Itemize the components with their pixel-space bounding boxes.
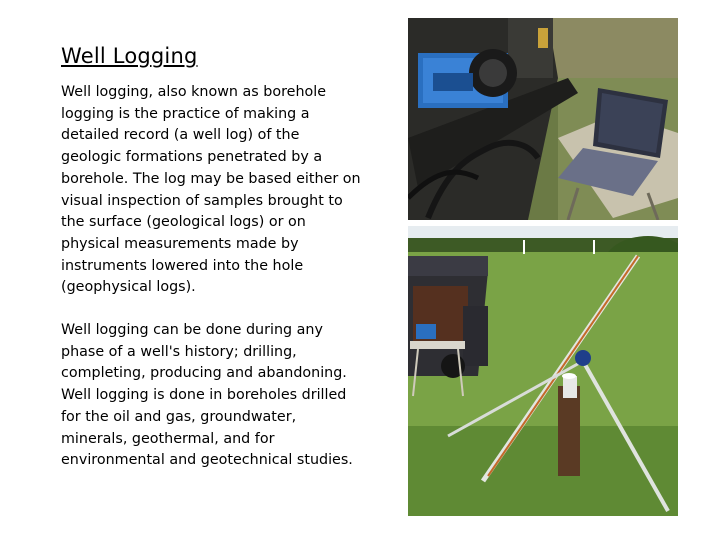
- paragraph-applications: Well logging can be done during any phase of a well's history; drilling, completing, producing and abandoning. Well logging is done in boreholes drilled for the oil and gas, groundwater, minerals, geothermal, and for environmental and geotechnical studies.: [61, 322, 353, 469]
- paragraph-definition: Well logging, also known as borehole logging is the practice of making a detailed record (a well log) of the geologic formations penetrated by a borehole. The log may be based either on visual inspection of samples brought to the surface (geological logs) or on physical measurements made by instruments lowered into the hole (geophysical logs).: [61, 84, 361, 296]
- winch-truck-laptop-photo: [408, 18, 678, 220]
- slide-title: Well Logging: [61, 44, 198, 69]
- tripod-borehole-photo: [408, 226, 678, 516]
